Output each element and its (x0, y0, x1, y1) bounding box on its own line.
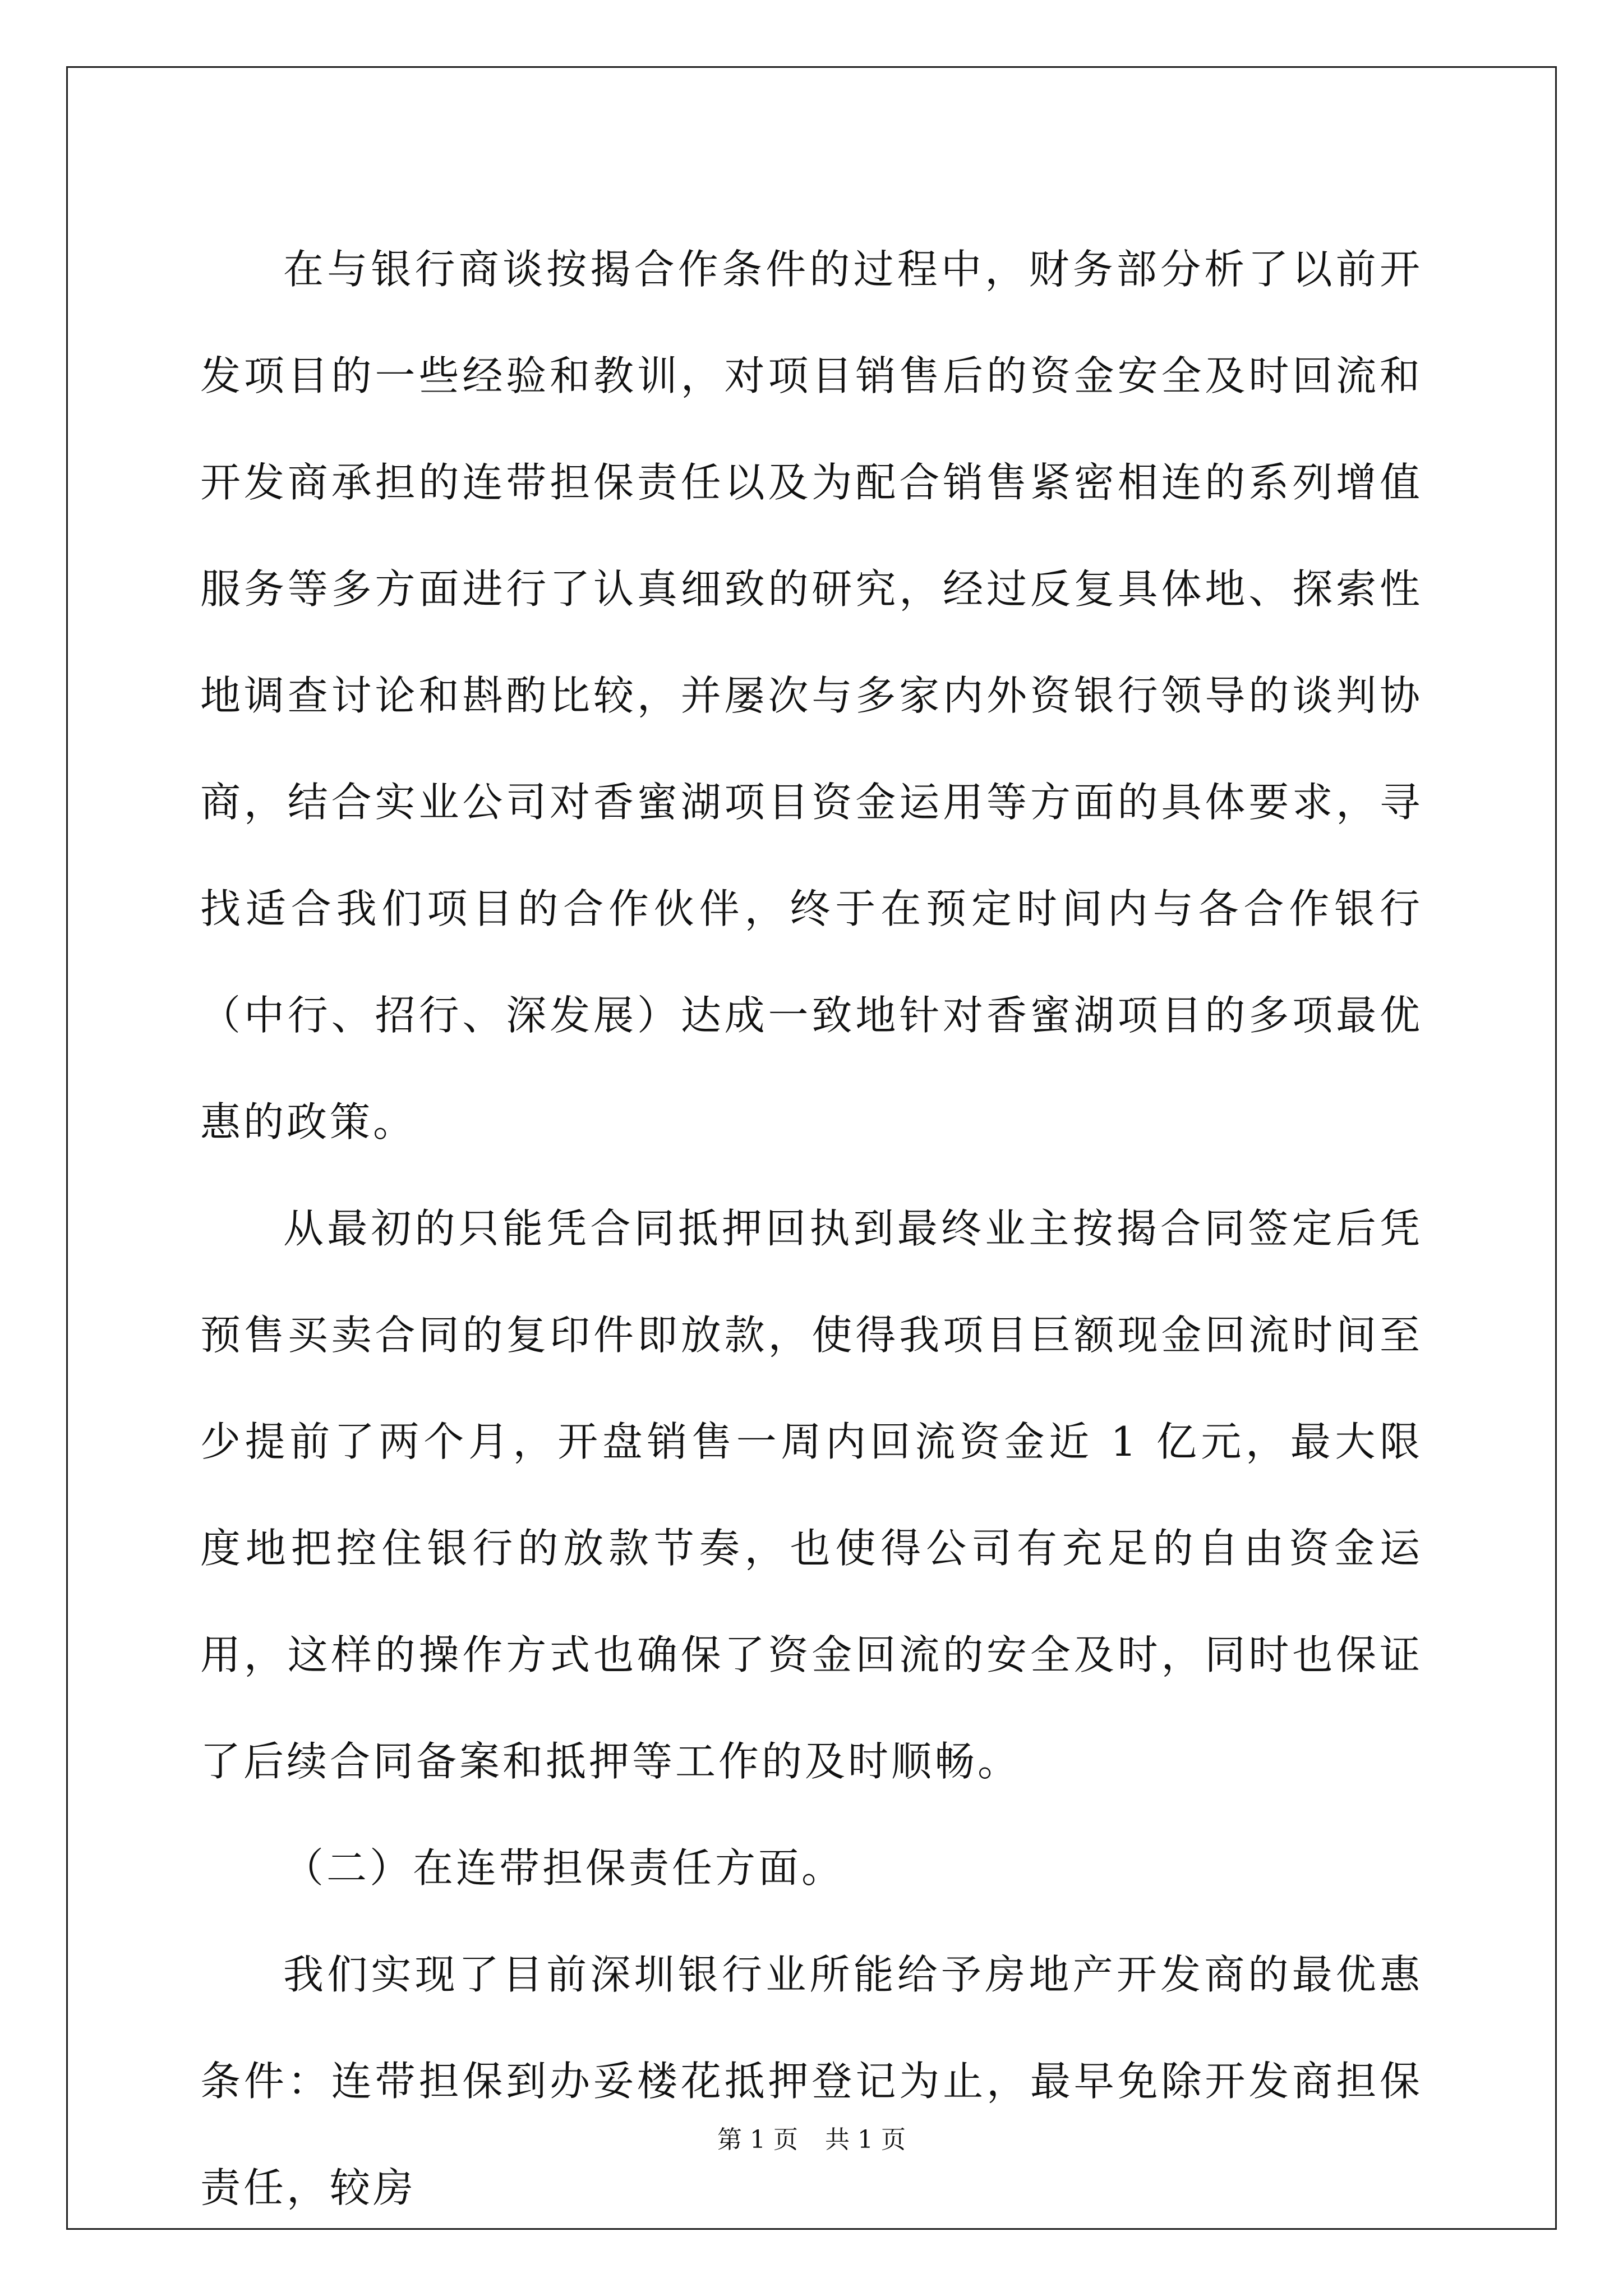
section-heading: （二）在连带担保责任方面。 (283, 1844, 845, 1892)
page-number-current: 第 1 页 (717, 2125, 798, 2154)
paragraph: 在与银行商谈按揭合作条件的过程中，财务部分析了以前开发项目的一些经验和教训，对项目销售后的资金安全及时回流和开发商承担的连带担保责任以及为配合销售紧密相连的系列增值服务等多方面进行了认真细致的研究，经过反复具体地、探索性地调查讨论和斟酌比较，并屡次与多家内外资银行领导的谈判协商，结合实业公司对香蜜湖项目资金运用等方面的具体要求，寻找适合我们项目的合作伙伴，终于在预定时间内与各合作银行（中行、招行、深发展）达成一致地针对香蜜湖项目的多项最优惠的政策。 (200, 246, 1423, 1145)
page-number-total: 共 1 页 (825, 2125, 906, 2154)
document-body (200, 216, 1423, 2241)
page-footer (0, 2123, 1623, 2157)
paragraph: 我们实现了目前深圳银行业所能给予房地产开发商的最优惠条件：连带担保到办妥楼花抵押登记为止，最早免除开发商担保责任，较房 (200, 1951, 1423, 2211)
paragraph: 从最初的只能凭合同抵押回执到最终业主按揭合同签定后凭预售买卖合同的复印件即放款，使得我项目巨额现金回流时间至少提前了两个月，开盘销售一周内回流资金近 1 亿元，最大限度地把控住银行的放款节奏，也使得公司有充足的自由资金运用，这样的操作方式也确保了资金回流的安全及时，同时也保证了后续合同备案和抵押等工作的及时顺畅。 (200, 1205, 1423, 1785)
